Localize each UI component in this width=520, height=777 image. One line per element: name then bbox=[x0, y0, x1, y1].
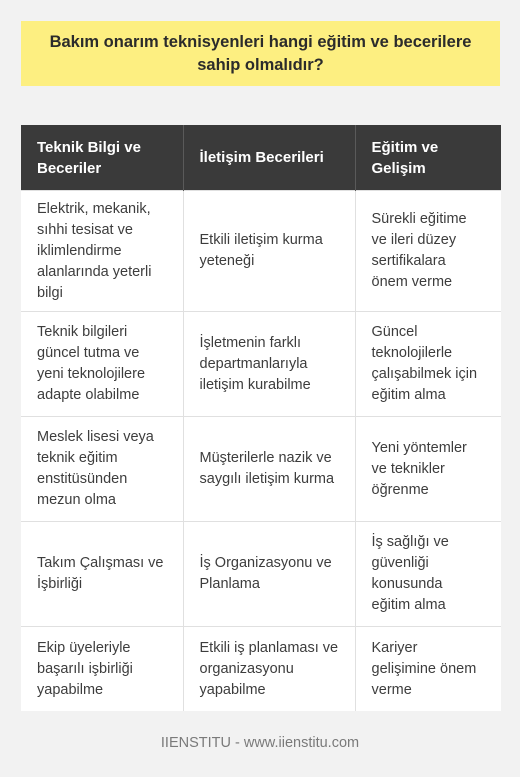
table-cell: Etkili iş planlaması ve organizasyonu yapabilme bbox=[183, 627, 355, 712]
table-row bbox=[21, 417, 501, 522]
column-header-communication: İletişim Becerileri bbox=[183, 125, 355, 191]
table-cell: Yeni yöntemler ve teknikler öğrenme bbox=[355, 417, 501, 522]
table-cell: İş Organizasyonu ve Planlama bbox=[183, 522, 355, 627]
title-banner bbox=[21, 21, 500, 86]
table-cell: Ekip üyeleriyle başarılı işbirliği yapabilme bbox=[21, 627, 183, 712]
table-cell: Etkili iletişim kurma yeteneği bbox=[183, 191, 355, 312]
table-cell: Kariyer gelişimine önem verme bbox=[355, 627, 501, 712]
table-cell: Teknik bilgileri güncel tutma ve yeni teknolojilere adapte olabilme bbox=[21, 312, 183, 417]
table-row bbox=[21, 312, 501, 417]
table-header-row bbox=[21, 125, 501, 191]
table-cell: Sürekli eğitime ve ileri düzey sertifikalara önem verme bbox=[355, 191, 501, 312]
table-row bbox=[21, 627, 501, 712]
table-cell: Meslek lisesi veya teknik eğitim enstitüsünden mezun olma bbox=[21, 417, 183, 522]
footer-credit: IIENSTITU - www.iienstitu.com bbox=[160, 735, 360, 751]
table-row bbox=[21, 522, 501, 627]
page-title: Bakım onarım teknisyenleri hangi eğitim ve becerilere sahip olmalıdır? bbox=[49, 32, 472, 74]
column-header-technical: Teknik Bilgi ve Beceriler bbox=[21, 125, 183, 191]
table-cell: İş sağlığı ve güvenliği konusunda eğitim alma bbox=[355, 522, 501, 627]
table-cell: İşletmenin farklı departmanlarıyla iletişim kurabilme bbox=[183, 312, 355, 417]
table-cell: Güncel teknolojilerle çalışabilmek için eğitim alma bbox=[355, 312, 501, 417]
table-cell: Müşterilerle nazik ve saygılı iletişim kurma bbox=[183, 417, 355, 522]
column-header-training: Eğitim ve Gelişim bbox=[355, 125, 501, 191]
table-cell: Takım Çalışması ve İşbirliği bbox=[21, 522, 183, 627]
table-row bbox=[21, 191, 501, 312]
skills-table bbox=[21, 125, 501, 711]
table-cell: Elektrik, mekanik, sıhhi tesisat ve iklimlendirme alanlarında yeterli bilgi bbox=[21, 191, 183, 312]
